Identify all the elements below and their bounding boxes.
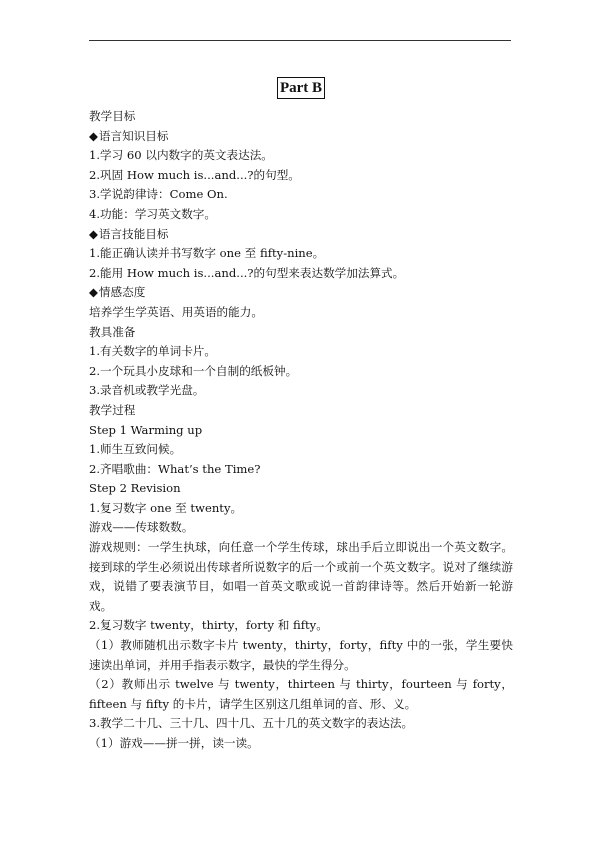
text-line: 3.学说韵律诗：Come On. — [89, 187, 228, 202]
text-line: 2.能用 How much is...and...?的句型来表达数学加法算式。 — [89, 265, 405, 280]
text-line: 2.齐唱歌曲：What’s the Time? — [89, 461, 261, 476]
document-body — [89, 107, 513, 754]
text-line: 1.有关数字的单词卡片。 — [89, 344, 216, 359]
text-line: 教学过程 — [89, 402, 136, 417]
text-line: Step 2 Revision — [89, 481, 181, 496]
page-title: Part B — [277, 77, 325, 99]
text-line: （1）游戏——拼一拼，读一读。 — [89, 736, 259, 750]
text-line: 3.教学二十几、三十几、四十几、五十几的英文数字的表达法。 — [89, 716, 414, 731]
section-heading: ◆ 语言知识目标 — [89, 127, 513, 147]
text-line: 教具准备 — [89, 324, 136, 339]
text-line: 培养学生学英语、用英语的能力。 — [89, 304, 263, 319]
text-line: 4.功能：学习英文数字。 — [89, 206, 216, 221]
text-line: 2.复习数字 twenty，thirty，forty 和 fifty。 — [89, 618, 328, 633]
paragraph: （2）教师出示 twelve 与 twenty，thirteen 与 thirty，fourteen 与 forty，fifteen 与 fifty 的卡片，请学生区别这几组单词的音、形、义。 — [89, 677, 513, 711]
section-heading: ◆ 语言技能目标 — [89, 225, 513, 245]
text-line: Step 1 Warming up — [89, 422, 203, 437]
text-line: 1.能正确认读并书写数字 one 至 fifty-nine。 — [89, 246, 325, 261]
paragraph: 游戏规则：一学生执球，向任意一个学生传球，球出手后立即说出一个英文数字。接到球的学生必须说出传球者所说数字的后一个或前一个英文数字。说对了继续游戏，说错了要表演节目，如唱一首英文歌或说一首韵律诗等。然后开始新一轮游戏。 — [89, 540, 513, 613]
section-heading: ◆ 情感态度 — [89, 283, 513, 303]
text-line: 1.复习数字 one 至 twenty。 — [89, 500, 243, 515]
text-line: 1.学习 60 以内数字的英文表达法。 — [89, 148, 273, 163]
text-line: 2.一个玩具小皮球和一个自制的纸板钟。 — [89, 363, 298, 378]
header-rule — [89, 40, 511, 41]
text-line: 2.巩固 How much is...and...?的句型。 — [89, 167, 300, 182]
text-line: 3.录音机或教学光盘。 — [89, 383, 205, 398]
paragraph: （1）教师随机出示数字卡片 twenty，thirty，forty，fifty 中的一张，学生要快速读出单词，并用手指表示数字，最快的学生得分。 — [89, 638, 513, 672]
text-line: 教学目标 — [89, 109, 136, 123]
text-line: 1.师生互致问候。 — [89, 442, 182, 457]
text-line: 游戏——传球数数。 — [89, 520, 194, 535]
